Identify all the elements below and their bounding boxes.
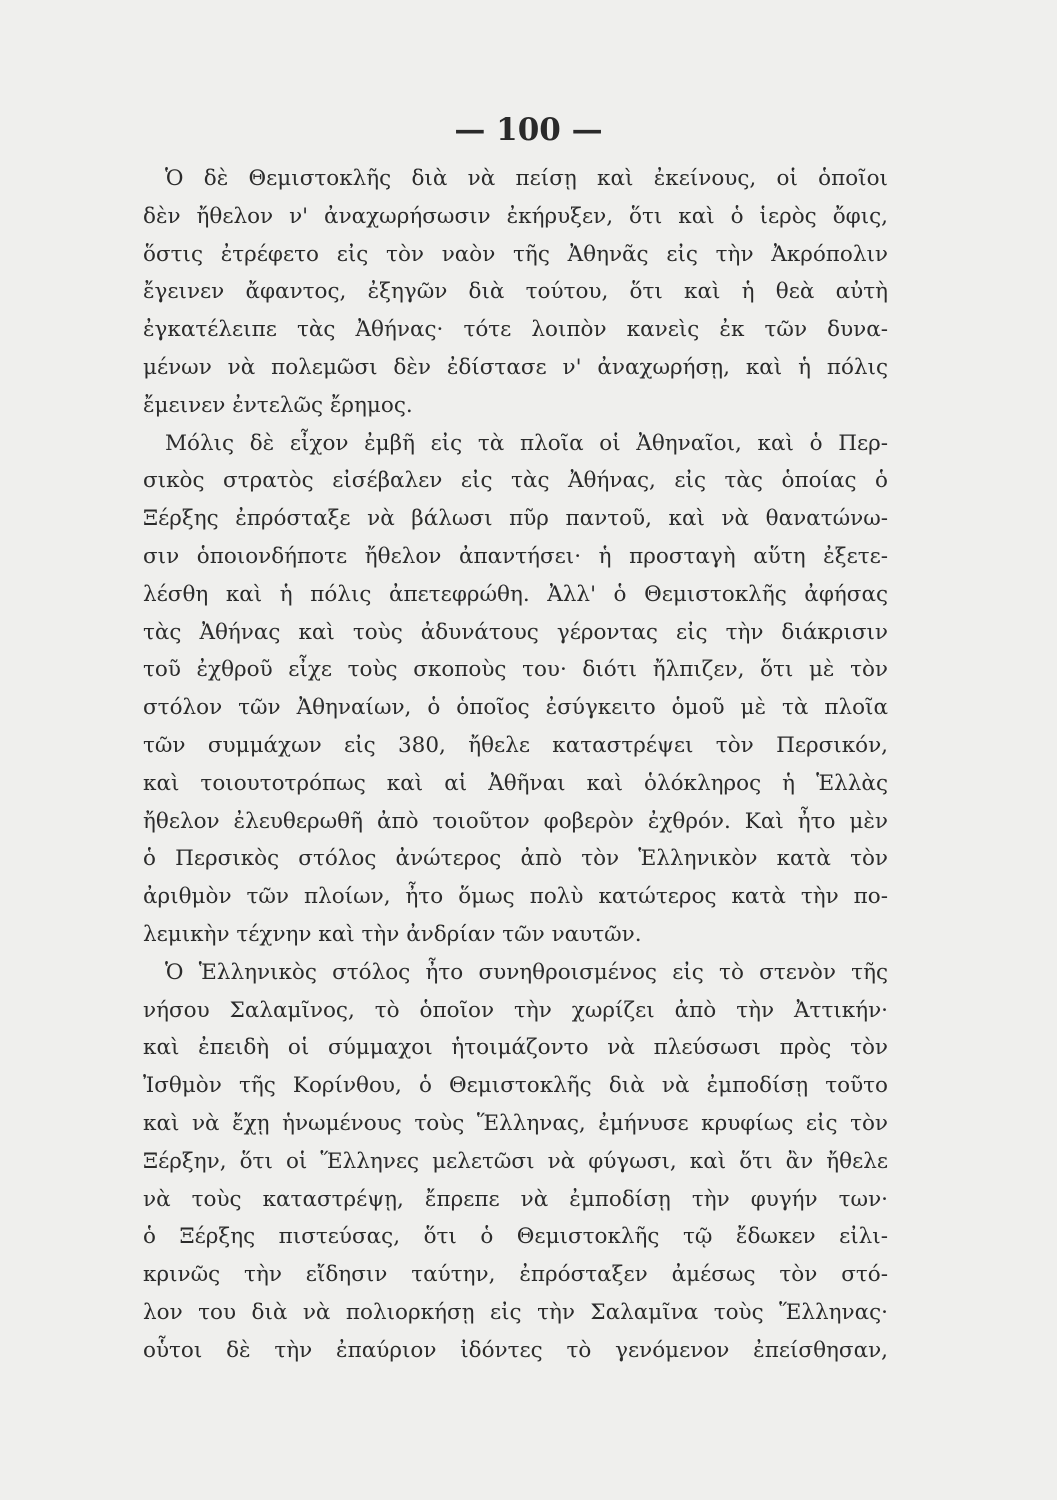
text-line: τῶν συμμάχων εἰς 380, ἤθελε καταστρέψει τὸν Περσικόν, bbox=[143, 732, 888, 758]
text-line: σικὸς στρατὸς εἰσέβαλεν εἰς τὰς Ἀθήνας, εἰς τὰς ὁποίας ὁ bbox=[143, 468, 888, 494]
text-line: καὶ τοιουτοτρόπως καὶ αἱ Ἀθῆναι καὶ ὁλόκληρος ἡ Ἑλλὰς bbox=[143, 770, 888, 796]
text-line: Μόλις δὲ εἶχον ἐμβῆ εἰς τὰ πλοῖα οἱ Ἀθηναῖοι, καὶ ὁ Περ- bbox=[165, 430, 888, 456]
text-line: ἀριθμὸν τῶν πλοίων, ἦτο ὅμως πολὺ κατώτερος κατὰ τὴν πο- bbox=[143, 884, 888, 910]
text-line: τὰς Ἀθήνας καὶ τοὺς ἀδυνάτους γέροντας εἰς τὴν διάκρισιν bbox=[143, 619, 888, 645]
text-line: ἤθελον ἐλευθερωθῆ ἀπὸ τοιοῦτον φοβερὸν ἐχθρόν. Καὶ ἦτο μὲν bbox=[143, 808, 888, 834]
text-line: λεμικὴν τέχνην καὶ τὴν ἀνδρίαν τῶν ναυτῶν. bbox=[143, 921, 642, 947]
text-line: Ξέρξην, ὅτι οἱ Ἕλληνες μελετῶσι νὰ φύγωσι, καὶ ὅτι ἂν ἤθελε bbox=[143, 1148, 888, 1174]
text-line: ὅστις ἐτρέφετο εἰς τὸν ναὸν τῆς Ἀθηνᾶς εἰς τὴν Ἀκρόπολιν bbox=[143, 241, 888, 267]
text-line: Ὁ δὲ Θεμιστοκλῆς διὰ νὰ πείσῃ καὶ ἐκείνους, οἱ ὁποῖοι bbox=[165, 166, 888, 191]
text-line: δὲν ἤθελον ν' ἀναχωρήσωσιν ἐκήρυξεν, ὅτι καὶ ὁ ἱερὸς ὄφις, bbox=[143, 203, 888, 229]
text-line: Ὁ Ἑλληνικὸς στόλος ἦτο συνηθροισμένος εἰς τὸ στενὸν τῆς bbox=[165, 959, 888, 985]
text-line: λον του διὰ νὰ πολιορκήσῃ εἰς τὴν Σαλαμῖνα τοὺς Ἕλληνας· bbox=[143, 1299, 888, 1325]
text-line: νήσου Σαλαμῖνος, τὸ ὁποῖον τὴν χωρίζει ἀπὸ τὴν Ἀττικήν· bbox=[143, 997, 888, 1023]
text-line: Ξέρξης ἐπρόσταξε νὰ βάλωσι πῦρ παντοῦ, καὶ νὰ θανατώνω- bbox=[143, 506, 888, 532]
text-line: καὶ ἐπειδὴ οἱ σύμμαχοι ἡτοιμάζοντο νὰ πλεύσωσι πρὸς τὸν bbox=[143, 1035, 888, 1061]
text-line: λέσθη καὶ ἡ πόλις ἀπετεφρώθη. Ἀλλ' ὁ Θεμιστοκλῆς ἀφήσας bbox=[143, 581, 888, 607]
text-line: μένων νὰ πολεμῶσι δὲν ἐδίστασε ν' ἀναχωρήσῃ, καὶ ἡ πόλις bbox=[143, 354, 888, 380]
text-line: Ἰσθμὸν τῆς Κορίνθου, ὁ Θεμιστοκλῆς διὰ νὰ ἐμποδίσῃ τοῦτο bbox=[143, 1073, 888, 1099]
text-line: οὗτοι δὲ τὴν ἐπαύριον ἰδόντες τὸ γενόμενον ἐπείσθησαν, bbox=[143, 1337, 888, 1363]
text-line: ἐγκατέλειπε τὰς Ἀθήνας· τότε λοιπὸν κανεὶς ἐκ τῶν δυνα- bbox=[143, 317, 888, 343]
text-line: κρινῶς τὴν εἴδησιν ταύτην, ἐπρόσταξεν ἀμέσως τὸν στό- bbox=[143, 1262, 888, 1288]
text-line: νὰ τοὺς καταστρέψῃ, ἔπρεπε νὰ ἐμποδίσῃ τὴν φυγήν των· bbox=[143, 1186, 888, 1212]
text-line: στόλον τῶν Ἀθηναίων, ὁ ὁποῖος ἐσύγκειτο ὁμοῦ μὲ τὰ πλοῖα bbox=[143, 695, 888, 721]
text-line: ὁ Περσικὸς στόλος ἀνώτερος ἀπὸ τὸν Ἑλληνικὸν κατὰ τὸν bbox=[143, 846, 888, 872]
text-line: σιν ὁποιονδήποτε ἤθελον ἀπαντήσει· ἡ προσταγὴ αὕτη ἐξετε- bbox=[143, 543, 888, 569]
page-number: — 100 — bbox=[454, 112, 603, 148]
text-line: ἔγεινεν ἄφαντος, ἐξηγῶν διὰ τούτου, ὅτι καὶ ἡ θεὰ αὐτὴ bbox=[143, 279, 888, 305]
text-line: τοῦ ἐχθροῦ εἶχε τοὺς σκοποὺς του· διότι ἤλπιζεν, ὅτι μὲ τὸν bbox=[143, 657, 888, 683]
body-text bbox=[143, 160, 888, 1370]
text-line: καὶ νὰ ἔχῃ ἡνωμένους τοὺς Ἕλληνας, ἐμήνυσε κρυφίως εἰς τὸν bbox=[143, 1110, 888, 1136]
text-line: ὁ Ξέρξης πιστεύσας, ὅτι ὁ Θεμιστοκλῆς τῷ ἔδωκεν εἰλι- bbox=[143, 1224, 888, 1250]
text-line: ἔμεινεν ἐντελῶς ἔρημος. bbox=[143, 392, 413, 418]
